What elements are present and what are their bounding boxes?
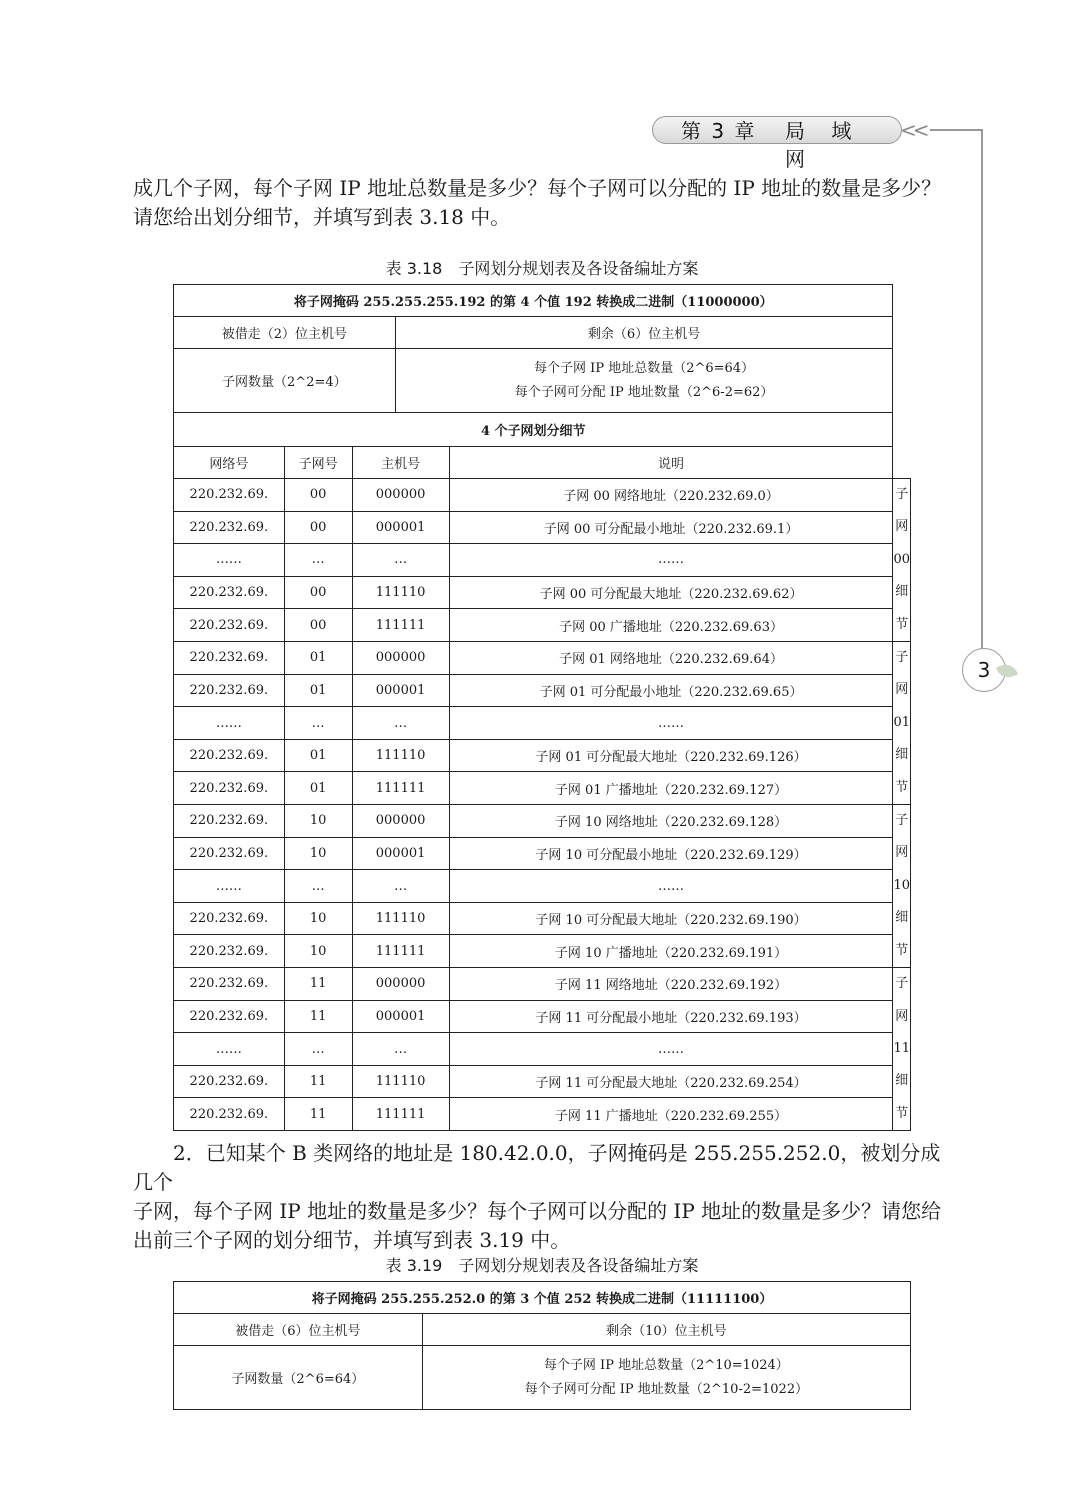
- group-label-char: 网: [895, 519, 909, 535]
- network-cell: 220.232.69.: [174, 902, 285, 935]
- group-label-char: 网: [895, 682, 909, 698]
- subnet-cell: 10: [284, 935, 352, 968]
- network-cell: 220.232.69.: [174, 479, 285, 512]
- description-cell: 子网 00 可分配最大地址（220.232.69.62）: [449, 576, 893, 609]
- group-label: [893, 805, 911, 968]
- side-rule: [930, 129, 982, 131]
- group-label-char: 网: [895, 845, 909, 861]
- subnet-cell: 10: [284, 902, 352, 935]
- host-cell: 000000: [352, 968, 449, 1001]
- col-header-host: 主机号: [352, 447, 449, 479]
- description-cell: 子网 10 可分配最大地址（220.232.69.190）: [449, 902, 893, 935]
- description-cell: 子网 10 网络地址（220.232.69.128）: [449, 805, 893, 838]
- table-row: [174, 837, 911, 870]
- description-cell: 子网 00 可分配最小地址（220.232.69.1）: [449, 511, 893, 544]
- network-cell: 220.232.69.: [174, 772, 285, 805]
- host-cell: 000001: [352, 674, 449, 707]
- text-line: 成几个子网，每个子网 IP 地址总数量是多少？每个子网可以分配的 IP 地址的数量是多少？: [133, 176, 942, 200]
- chapter-name: 局 域 网: [785, 119, 862, 171]
- group-label-char: 节: [895, 1105, 909, 1121]
- network-cell: 220.232.69.: [174, 837, 285, 870]
- network-cell: 220.232.69.: [174, 576, 285, 609]
- total-per-subnet: 每个子网 IP 地址总数量（2^10=1024）: [543, 1357, 789, 1373]
- host-cell: 000001: [352, 837, 449, 870]
- chevron-left-icon: <<: [900, 118, 926, 142]
- table-caption: 表 3.18 子网划分规划表及各设备编址方案: [385, 259, 699, 278]
- subnet-cell: …: [284, 544, 352, 577]
- col-header-subnet: 子网号: [284, 447, 352, 479]
- host-cell: …: [352, 707, 449, 740]
- host-cell: …: [352, 1033, 449, 1066]
- usable-per-subnet: 每个子网可分配 IP 地址数量（2^6-2=62）: [514, 384, 774, 400]
- host-cell: 111110: [352, 739, 449, 772]
- host-cell: 000000: [352, 805, 449, 838]
- host-cell: 111111: [352, 772, 449, 805]
- group-label-char: 00: [893, 551, 910, 567]
- host-cell: 111110: [352, 1065, 449, 1098]
- subnet-count-cell: 子网数量（2^6=64）: [174, 1346, 423, 1410]
- subnet-cell: 10: [284, 805, 352, 838]
- description-cell: 子网 00 网络地址（220.232.69.0）: [449, 479, 893, 512]
- table-row: [174, 511, 911, 544]
- table-row: [174, 805, 911, 838]
- group-label-char: 节: [895, 616, 909, 632]
- description-cell: 子网 01 可分配最小地址（220.232.69.65）: [449, 674, 893, 707]
- detail-header: 4 个子网划分细节: [174, 413, 893, 447]
- subnet-cell: 01: [284, 739, 352, 772]
- table-row: [174, 935, 911, 968]
- total-per-subnet: 每个子网 IP 地址总数量（2^6=64）: [534, 360, 755, 376]
- subnet-cell: 00: [284, 511, 352, 544]
- subnet-cell: 01: [284, 674, 352, 707]
- group-label-char: 子: [895, 650, 909, 666]
- table-row: [174, 870, 911, 903]
- network-cell: 220.232.69.: [174, 1065, 285, 1098]
- table-row: [174, 1065, 911, 1098]
- host-cell: …: [352, 870, 449, 903]
- text-line: 子网，每个子网 IP 地址的数量是多少？每个子网可以分配的 IP 地址的数量是多少？请您给: [133, 1199, 942, 1223]
- text-line: 出前三个子网的划分细节，并填写到表 3.19 中。: [133, 1228, 571, 1252]
- host-cell: 111111: [352, 609, 449, 642]
- detail-rows: [174, 479, 911, 1131]
- description-cell: 子网 10 可分配最小地址（220.232.69.129）: [449, 837, 893, 870]
- description-cell: ……: [449, 544, 893, 577]
- table-row: [174, 544, 911, 577]
- address-count-cell: [422, 1346, 910, 1410]
- network-cell: 220.232.69.: [174, 1000, 285, 1033]
- description-cell: ……: [449, 1033, 893, 1066]
- network-cell: 220.232.69.: [174, 1098, 285, 1131]
- network-cell: ……: [174, 1033, 285, 1066]
- subnet-cell: 11: [284, 1098, 352, 1131]
- table-row: [174, 1098, 911, 1131]
- host-cell: 000001: [352, 1000, 449, 1033]
- mask-header: 将子网掩码 255.255.255.192 的第 4 个值 192 转换成二进制（11000000）: [174, 285, 893, 317]
- description-cell: 子网 10 广播地址（220.232.69.191）: [449, 935, 893, 968]
- network-cell: 220.232.69.: [174, 609, 285, 642]
- table-row: [174, 739, 911, 772]
- host-cell: 111111: [352, 935, 449, 968]
- group-label-char: 细: [895, 747, 909, 763]
- subnet-cell: 11: [284, 968, 352, 1001]
- group-label-char: 细: [895, 910, 909, 926]
- col-header-description: 说明: [449, 447, 893, 479]
- remaining-bits-cell: 剩余（6）位主机号: [395, 317, 893, 349]
- mask-header: 将子网掩码 255.255.252.0 的第 3 个值 252 转换成二进制（11111100）: [174, 1282, 911, 1314]
- network-cell: ……: [174, 707, 285, 740]
- network-cell: 220.232.69.: [174, 511, 285, 544]
- network-cell: ……: [174, 870, 285, 903]
- table-row: [174, 1033, 911, 1066]
- description-cell: ……: [449, 707, 893, 740]
- group-label-char: 节: [895, 942, 909, 958]
- subnet-table-318: [173, 284, 911, 1131]
- subnet-cell: 11: [284, 1065, 352, 1098]
- subnet-count-cell: 子网数量（2^2=4）: [174, 349, 396, 413]
- chapter-header: [652, 116, 902, 171]
- table-row: [174, 707, 911, 740]
- host-cell: …: [352, 544, 449, 577]
- description-cell: 子网 11 可分配最大地址（220.232.69.254）: [449, 1065, 893, 1098]
- subnet-cell: 01: [284, 772, 352, 805]
- col-header-network: 网络号: [174, 447, 285, 479]
- usable-per-subnet: 每个子网可分配 IP 地址数量（2^10-2=1022）: [524, 1381, 809, 1397]
- group-label: [893, 642, 911, 805]
- description-cell: 子网 01 广播地址（220.232.69.127）: [449, 772, 893, 805]
- subnet-cell: …: [284, 707, 352, 740]
- group-label: [893, 479, 911, 642]
- table-caption: 表 3.19 子网划分规划表及各设备编址方案: [385, 1256, 699, 1275]
- description-cell: 子网 11 广播地址（220.232.69.255）: [449, 1098, 893, 1131]
- network-cell: 220.232.69.: [174, 805, 285, 838]
- group-label-char: 网: [895, 1008, 909, 1024]
- description-cell: ……: [449, 870, 893, 903]
- text-line: 2．已知某个 B 类网络的地址是 180.42.0.0，子网掩码是 255.255.252.0，被划分成几个: [133, 1141, 941, 1194]
- network-cell: 220.232.69.: [174, 674, 285, 707]
- subnet-cell: 11: [284, 1000, 352, 1033]
- table-row: [174, 576, 911, 609]
- page-chapter-tab: 3: [962, 648, 1006, 692]
- host-cell: 000001: [352, 511, 449, 544]
- description-cell: 子网 00 广播地址（220.232.69.63）: [449, 609, 893, 642]
- borrowed-bits-cell: 被借走（6）位主机号: [174, 1314, 423, 1346]
- network-cell: 220.232.69.: [174, 935, 285, 968]
- subnet-cell: …: [284, 1033, 352, 1066]
- description-cell: 子网 01 网络地址（220.232.69.64）: [449, 642, 893, 675]
- group-label-char: 节: [895, 779, 909, 795]
- subnet-cell: 00: [284, 479, 352, 512]
- borrowed-bits-cell: 被借走（2）位主机号: [174, 317, 396, 349]
- table-row: [174, 902, 911, 935]
- network-cell: 220.232.69.: [174, 642, 285, 675]
- group-label-char: 细: [895, 584, 909, 600]
- group-label: [893, 968, 911, 1131]
- table-row: [174, 1000, 911, 1033]
- group-label-char: 子: [895, 976, 909, 992]
- network-cell: 220.232.69.: [174, 968, 285, 1001]
- subnet-cell: 00: [284, 609, 352, 642]
- table-row: [174, 674, 911, 707]
- table-row: [174, 642, 911, 675]
- group-label-char: 细: [895, 1073, 909, 1089]
- description-cell: 子网 11 网络地址（220.232.69.192）: [449, 968, 893, 1001]
- group-label-char: 10: [893, 877, 910, 893]
- group-label-char: 11: [893, 1040, 910, 1056]
- subnet-cell: 00: [284, 576, 352, 609]
- group-label-char: 子: [895, 813, 909, 829]
- table-row: [174, 479, 911, 512]
- table-row: [174, 772, 911, 805]
- subnet-cell: …: [284, 870, 352, 903]
- table-row: [174, 968, 911, 1001]
- host-cell: 111110: [352, 576, 449, 609]
- host-cell: 000000: [352, 479, 449, 512]
- table-row: [174, 609, 911, 642]
- host-cell: 000000: [352, 642, 449, 675]
- description-cell: 子网 01 可分配最大地址（220.232.69.126）: [449, 739, 893, 772]
- intro-paragraph: [133, 174, 953, 232]
- network-cell: ……: [174, 544, 285, 577]
- subnet-table-319: [173, 1281, 911, 1410]
- network-cell: 220.232.69.: [174, 739, 285, 772]
- chapter-number: 第 3 章: [681, 119, 757, 143]
- subnet-cell: 01: [284, 642, 352, 675]
- description-cell: 子网 11 可分配最小地址（220.232.69.193）: [449, 1000, 893, 1033]
- group-label-char: 子: [895, 487, 909, 502]
- remaining-bits-cell: 剩余（10）位主机号: [422, 1314, 910, 1346]
- question-2-paragraph: [133, 1139, 953, 1255]
- subnet-cell: 10: [284, 837, 352, 870]
- text-line: 请您给出划分细节，并填写到表 3.18 中。: [133, 205, 511, 229]
- host-cell: 111110: [352, 902, 449, 935]
- side-rule-vertical: [981, 129, 983, 649]
- host-cell: 111111: [352, 1098, 449, 1131]
- group-label-char: 01: [893, 714, 910, 730]
- address-count-cell: [395, 349, 893, 413]
